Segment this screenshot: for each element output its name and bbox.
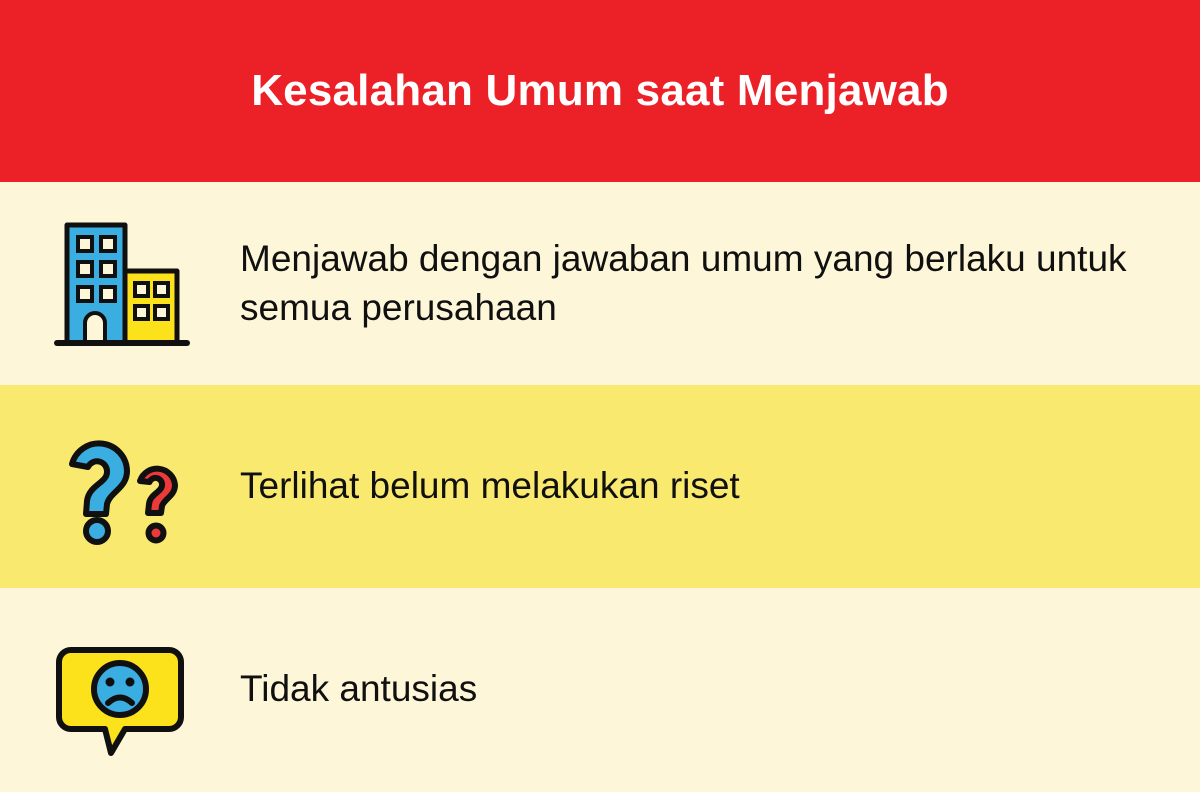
list-item-label: Terlihat belum melakukan riset	[240, 465, 740, 507]
list-item	[0, 182, 1200, 385]
question-marks-icon	[45, 412, 195, 562]
icon-cell	[0, 209, 240, 359]
list-item	[0, 385, 1200, 588]
office-buildings-icon	[45, 209, 195, 359]
text-cell	[240, 665, 1200, 714]
icon-cell	[0, 615, 240, 765]
list-item-label: Tidak antusias	[240, 668, 478, 710]
text-cell	[240, 235, 1200, 333]
text-cell	[240, 462, 1200, 511]
slide-header	[0, 0, 1200, 182]
list-item	[0, 588, 1200, 791]
list-item-label: Menjawab dengan jawaban umum yang berlaku untuk semua perusahaan	[240, 237, 1127, 328]
icon-cell	[0, 412, 240, 562]
mistake-list	[0, 182, 1200, 792]
sad-face-speech-bubble-icon	[45, 615, 195, 765]
page-title: Kesalahan Umum saat Menjawab	[251, 65, 949, 115]
